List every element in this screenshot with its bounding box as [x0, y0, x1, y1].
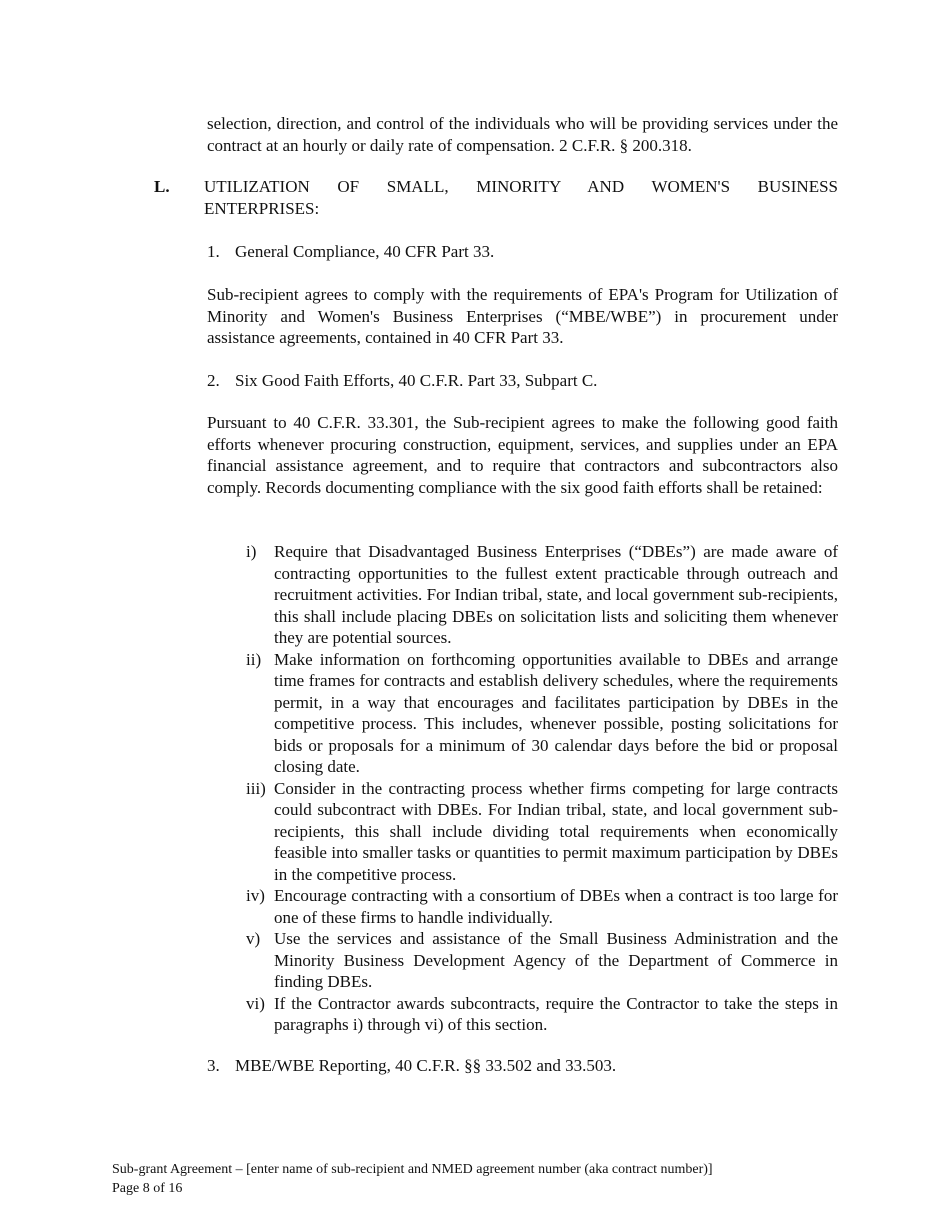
list-item-text: Consider in the contracting process whether firms competing for large contracts could subcontract with DBEs. For Indian tribal, state, and local government sub-recipients, this shall include dividing total requirements when economically feasible into smaller tasks or quantities to permit maximum participation by DBEs in the competitive process. [274, 778, 838, 884]
list-item-numeral: iii) [246, 778, 266, 798]
list-item [246, 885, 838, 928]
list-item-numeral: v) [246, 929, 261, 948]
list-item [246, 993, 838, 1036]
list-item-numeral: i) [246, 542, 257, 561]
subsection-3-number: 3. [207, 1056, 220, 1075]
subsection-2-heading [207, 370, 597, 392]
subsection-2-title: Six Good Faith Efforts, 40 C.F.R. Part 33, Subpart C. [235, 371, 598, 390]
section-letter: L. [154, 177, 170, 196]
list-item [246, 541, 838, 649]
list-item-text: Use the services and assistance of the Small Business Administration and the Minority Business Development Agency of the Department of Commerce in finding DBEs. [274, 929, 838, 991]
list-item [246, 778, 838, 886]
list-item-text: Encourage contracting with a consortium of DBEs when a contract is too large for one of these firms to handle individually. [274, 886, 838, 927]
list-item-numeral: iv) [246, 886, 265, 905]
section-title-line2: ENTERPRISES: [204, 198, 320, 218]
list-item-text: Make information on forthcoming opportunities available to DBEs and arrange time frames for contracts and establish delivery schedules, where the requirements permit, in a way that encourages and facilitates participation by DBEs in the competitive process. This includes, whenever possible, posting solicitations for bids or proposals for a minimum of 30 calendar days before the bid or proposal closing date. [274, 649, 838, 776]
subsection-1-heading [207, 241, 494, 263]
list-item-text: If the Contractor awards subcontracts, require the Contractor to take the steps in paragraphs i) through vi) of this section. [274, 993, 838, 1034]
subsection-3-title: MBE/WBE Reporting, 40 C.F.R. §§ 33.502 and 33.503. [235, 1056, 617, 1075]
page-footer [112, 1160, 713, 1198]
subsection-2-number: 2. [207, 371, 220, 390]
subsection-2-body: Pursuant to 40 C.F.R. 33.301, the Sub-recipient agrees to make the following good faith efforts whenever procuring construction, equipment, services, and supplies under an EPA financial assistance agreement, and to require that contractors and subcontractors also comply. Records documenting compliance with the six good faith efforts shall be retained: [207, 413, 838, 497]
footer-agreement-line: Sub-grant Agreement – [enter name of sub-recipient and NMED agreement number (aka contract number)] [112, 1162, 713, 1177]
good-faith-efforts-list [246, 541, 838, 1036]
list-item [246, 649, 838, 778]
subsection-1-number: 1. [207, 242, 220, 261]
list-item [246, 928, 838, 993]
top-paragraph: selection, direction, and control of the individuals who will be providing services under the contract at an hourly or daily rate of compensation. 2 C.F.R. § 200.318. [207, 114, 838, 155]
subsection-3-heading [207, 1055, 616, 1077]
list-item-text: Require that Disadvantaged Business Enterprises (“DBEs”) are made aware of contracting opportunities to the fullest extent practicable through outreach and recruitment activities. For Indian tribal, state, and local government sub-recipients, this shall include placing DBEs on solicitation lists and soliciting them whenever they are potential sources. [274, 542, 838, 647]
section-title-line1: UTILIZATION OF SMALL, MINORITY AND WOMEN'S BUSINESS [204, 177, 838, 196]
list-item-numeral: ii) [246, 649, 262, 669]
subsection-1-title: General Compliance, 40 CFR Part 33. [235, 242, 495, 261]
footer-page-number: Page 8 of 16 [112, 1181, 183, 1196]
section-title [204, 176, 838, 219]
subsection-1-body: Sub-recipient agrees to comply with the requirements of EPA's Program for Utilization of Minority and Women's Business Enterprises (“MBE/WBE”) in procurement under assistance agreements, contained in 40 CFR Part 33. [207, 285, 838, 347]
list-item-numeral: vi) [246, 993, 265, 1013]
